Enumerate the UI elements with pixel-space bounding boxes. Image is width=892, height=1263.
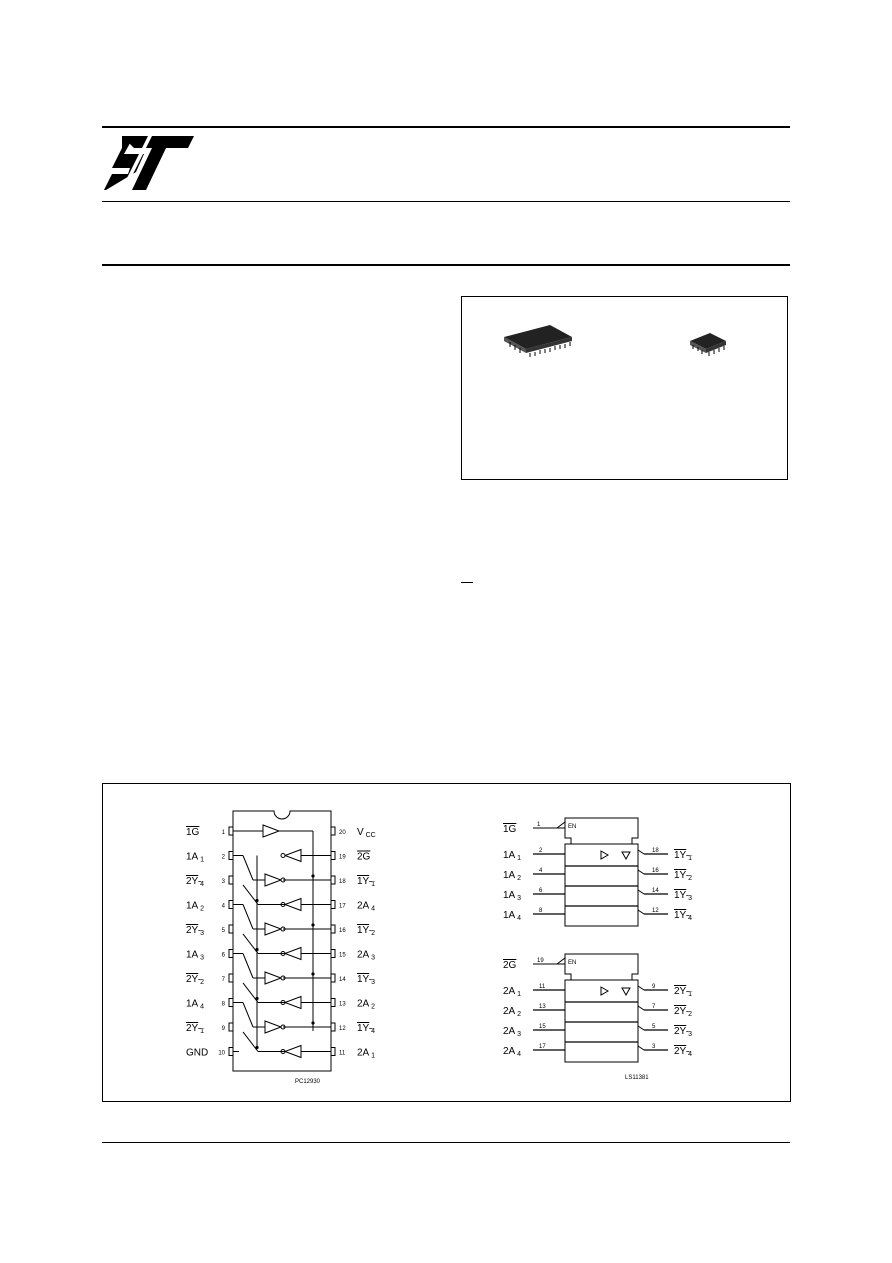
output-flag (638, 986, 644, 990)
pin-label-right: 1Y $_1$ (357, 876, 376, 888)
output-flag (638, 890, 644, 894)
output-pin-number: 14 (652, 888, 659, 894)
pin-label-left: 2Y $_1$ (186, 1023, 205, 1035)
pin-number-right: 15 (339, 952, 346, 959)
figure-canvas (103, 784, 792, 1103)
pin-number-right: 12 (339, 1026, 346, 1032)
junction-dot (311, 1021, 314, 1024)
pin-stub-left (229, 876, 233, 884)
pin-stub-right (331, 1023, 335, 1031)
enable-label: EN (568, 824, 577, 830)
pin-stub-left (229, 974, 233, 982)
enable-1-buffer (263, 825, 279, 837)
active-low-flag (557, 822, 565, 828)
pin-number-right: 14 (339, 977, 346, 983)
wire (243, 885, 258, 905)
pin-label-left: 2Y $_2$ (186, 974, 205, 986)
output-pin-number: 7 (652, 1004, 656, 1010)
enable-block (565, 818, 638, 844)
input-pin-label: 2A $_2$ (503, 1006, 522, 1018)
pin-label-right: 1Y $_2$ (357, 925, 376, 937)
pin-stub-left (229, 827, 233, 835)
active-low-flag (557, 958, 565, 964)
pin-label-left: 1A $_1$ (186, 851, 205, 864)
junction-dot (311, 972, 314, 975)
group1-buffer (265, 972, 281, 984)
pin-label-right: V $_{CC}$ (357, 827, 376, 839)
ic-body-outline (233, 811, 331, 1071)
pin-stub-left (229, 901, 233, 909)
pin-number-right: 19 (339, 854, 346, 861)
output-pin-label: 1Y $_1$ (674, 850, 693, 862)
pin-stub-left (229, 950, 233, 958)
input-pin-label: 2A $_1$ (503, 986, 522, 998)
logic-symbol-code: LS11381 (625, 1075, 649, 1081)
group2-buffer (285, 899, 301, 911)
pin-stub-right (331, 925, 335, 933)
output-pin-label: 2Y $_1$ (674, 986, 693, 998)
pin-number-right: 20 (339, 830, 346, 836)
group1-buffer (265, 1021, 281, 1033)
pin-stub-right (331, 852, 335, 860)
input-pin-label: 1A $_3$ (503, 890, 522, 902)
header-divider (102, 201, 790, 202)
st-logo (104, 134, 196, 192)
output-flag (638, 870, 644, 874)
enable-pin-label: 1G (503, 824, 517, 835)
group1-buffer (265, 874, 281, 886)
pin-label-right: 2A $_1$ (357, 1047, 376, 1060)
tristate-symbol (622, 988, 630, 995)
pin-number-left: 8 (221, 1001, 225, 1008)
pin-label-left: 1G (186, 827, 200, 838)
pin-stub-right (331, 1048, 335, 1056)
pin-number-left: 3 (221, 879, 225, 885)
output-pin-label: 2Y $_2$ (674, 1006, 693, 1018)
enable-pin-label: 2G (503, 960, 517, 971)
pin-label-left: 1A $_3$ (186, 949, 205, 962)
pin-number-left: 5 (221, 928, 225, 934)
input-pin-number: 6 (539, 888, 543, 894)
enable-pin-number: 19 (537, 958, 544, 964)
output-pin-label: 1Y $_2$ (674, 870, 693, 882)
pin-diagram-code: PC12930 (295, 1079, 321, 1085)
wide-package-icon (502, 323, 574, 359)
pin-stub-left (229, 1023, 233, 1031)
output-pin-number: 18 (652, 848, 659, 854)
buffer-symbol (601, 987, 608, 995)
buffer-symbol (601, 851, 608, 859)
overline-mark (461, 582, 473, 583)
output-pin-number: 12 (652, 908, 659, 914)
pin-number-left: 2 (221, 854, 225, 861)
pin-number-left: 4 (221, 903, 225, 910)
wire (243, 1003, 253, 1028)
pin-number-right: 16 (339, 928, 346, 934)
enable-2-buffer (285, 850, 301, 862)
group2-buffer (285, 1046, 301, 1058)
output-flag (638, 1046, 644, 1050)
input-pin-number: 4 (539, 868, 543, 874)
output-flag (638, 910, 644, 914)
pin-label-left: 2Y $_4$ (186, 876, 205, 888)
title-rule (102, 264, 790, 266)
pin-stub-right (331, 950, 335, 958)
output-pin-label: 2Y $_4$ (674, 1046, 693, 1058)
enable-label: EN (568, 960, 577, 966)
input-pin-number: 15 (539, 1024, 546, 1030)
enable-pin-number: 1 (537, 822, 541, 828)
input-pin-number: 2 (539, 848, 543, 854)
input-pin-label: 2A $_3$ (503, 1026, 522, 1038)
pin-label-left: 2Y $_3$ (186, 925, 205, 937)
input-pin-number: 17 (539, 1044, 546, 1050)
output-pin-label: 1Y $_4$ (674, 910, 693, 922)
output-flag (638, 1006, 644, 1010)
pin-label-right: 2A $_2$ (357, 998, 376, 1011)
output-pin-number: 5 (652, 1024, 656, 1030)
pin-number-right: 17 (339, 903, 346, 910)
pin-stub-right (331, 999, 335, 1007)
wire (243, 905, 253, 930)
pin-label-right: 2G (357, 851, 371, 863)
wire (243, 934, 258, 954)
pin-stub-left (229, 925, 233, 933)
small-package-icon (688, 331, 728, 359)
pin-label-right: 1Y $_4$ (357, 1023, 376, 1035)
pin-stub-right (331, 827, 335, 835)
pin-number-left: 9 (221, 1026, 225, 1032)
output-pin-number: 16 (652, 868, 659, 874)
group2-buffer (285, 997, 301, 1009)
tristate-symbol (622, 852, 630, 859)
input-pin-number: 8 (539, 908, 543, 914)
enable-block (565, 954, 638, 980)
output-pin-number: 3 (652, 1044, 656, 1050)
output-pin-label: 1Y $_3$ (674, 890, 693, 902)
output-pin-label: 2Y $_3$ (674, 1026, 693, 1038)
pin-stub-left (229, 852, 233, 860)
pin-stub-left (229, 1048, 233, 1056)
pin-number-right: 13 (339, 1001, 346, 1008)
junction-dot (311, 874, 314, 877)
pin-number-right: 11 (339, 1050, 346, 1057)
top-rule (102, 126, 790, 128)
output-pin-number: 9 (652, 984, 656, 990)
input-pin-label: 1A $_1$ (503, 850, 522, 862)
input-pin-label: 1A $_4$ (503, 910, 522, 922)
pin-number-right: 18 (339, 879, 346, 885)
wire (243, 954, 253, 979)
pin-label-right: 1Y $_3$ (357, 974, 376, 986)
pin-label-right: 2A $_3$ (357, 949, 376, 962)
output-flag (638, 850, 644, 854)
junction-dot (311, 923, 314, 926)
output-flag (638, 1026, 644, 1030)
group2-buffer (285, 948, 301, 960)
package-box (461, 296, 788, 480)
pin-stub-right (331, 876, 335, 884)
pin-label-left: 1A $_4$ (186, 998, 205, 1011)
pin-label-right: 2A $_4$ (357, 900, 376, 913)
wire (243, 1032, 258, 1052)
wire (243, 983, 258, 1003)
input-pin-label: 2A $_4$ (503, 1046, 522, 1058)
enable-2-buffer-bubble (281, 854, 285, 858)
input-pin-number: 13 (539, 1004, 546, 1010)
pin-number-left: 1 (221, 830, 225, 836)
pin-label-left: GND (186, 1047, 209, 1059)
pin-stub-right (331, 974, 335, 982)
pin-stub-right (331, 901, 335, 909)
pin-number-left: 7 (221, 977, 225, 983)
pin-number-left: 6 (221, 952, 225, 959)
pin-stub-left (229, 999, 233, 1007)
pin-label-left: 1A $_2$ (186, 900, 205, 913)
input-pin-number: 11 (539, 984, 546, 990)
wire (243, 856, 253, 881)
pin-number-left: 10 (218, 1050, 225, 1057)
figure-box (102, 783, 791, 1102)
group1-buffer (265, 923, 281, 935)
footer-rule (102, 1142, 790, 1143)
input-pin-label: 1A $_2$ (503, 870, 522, 882)
